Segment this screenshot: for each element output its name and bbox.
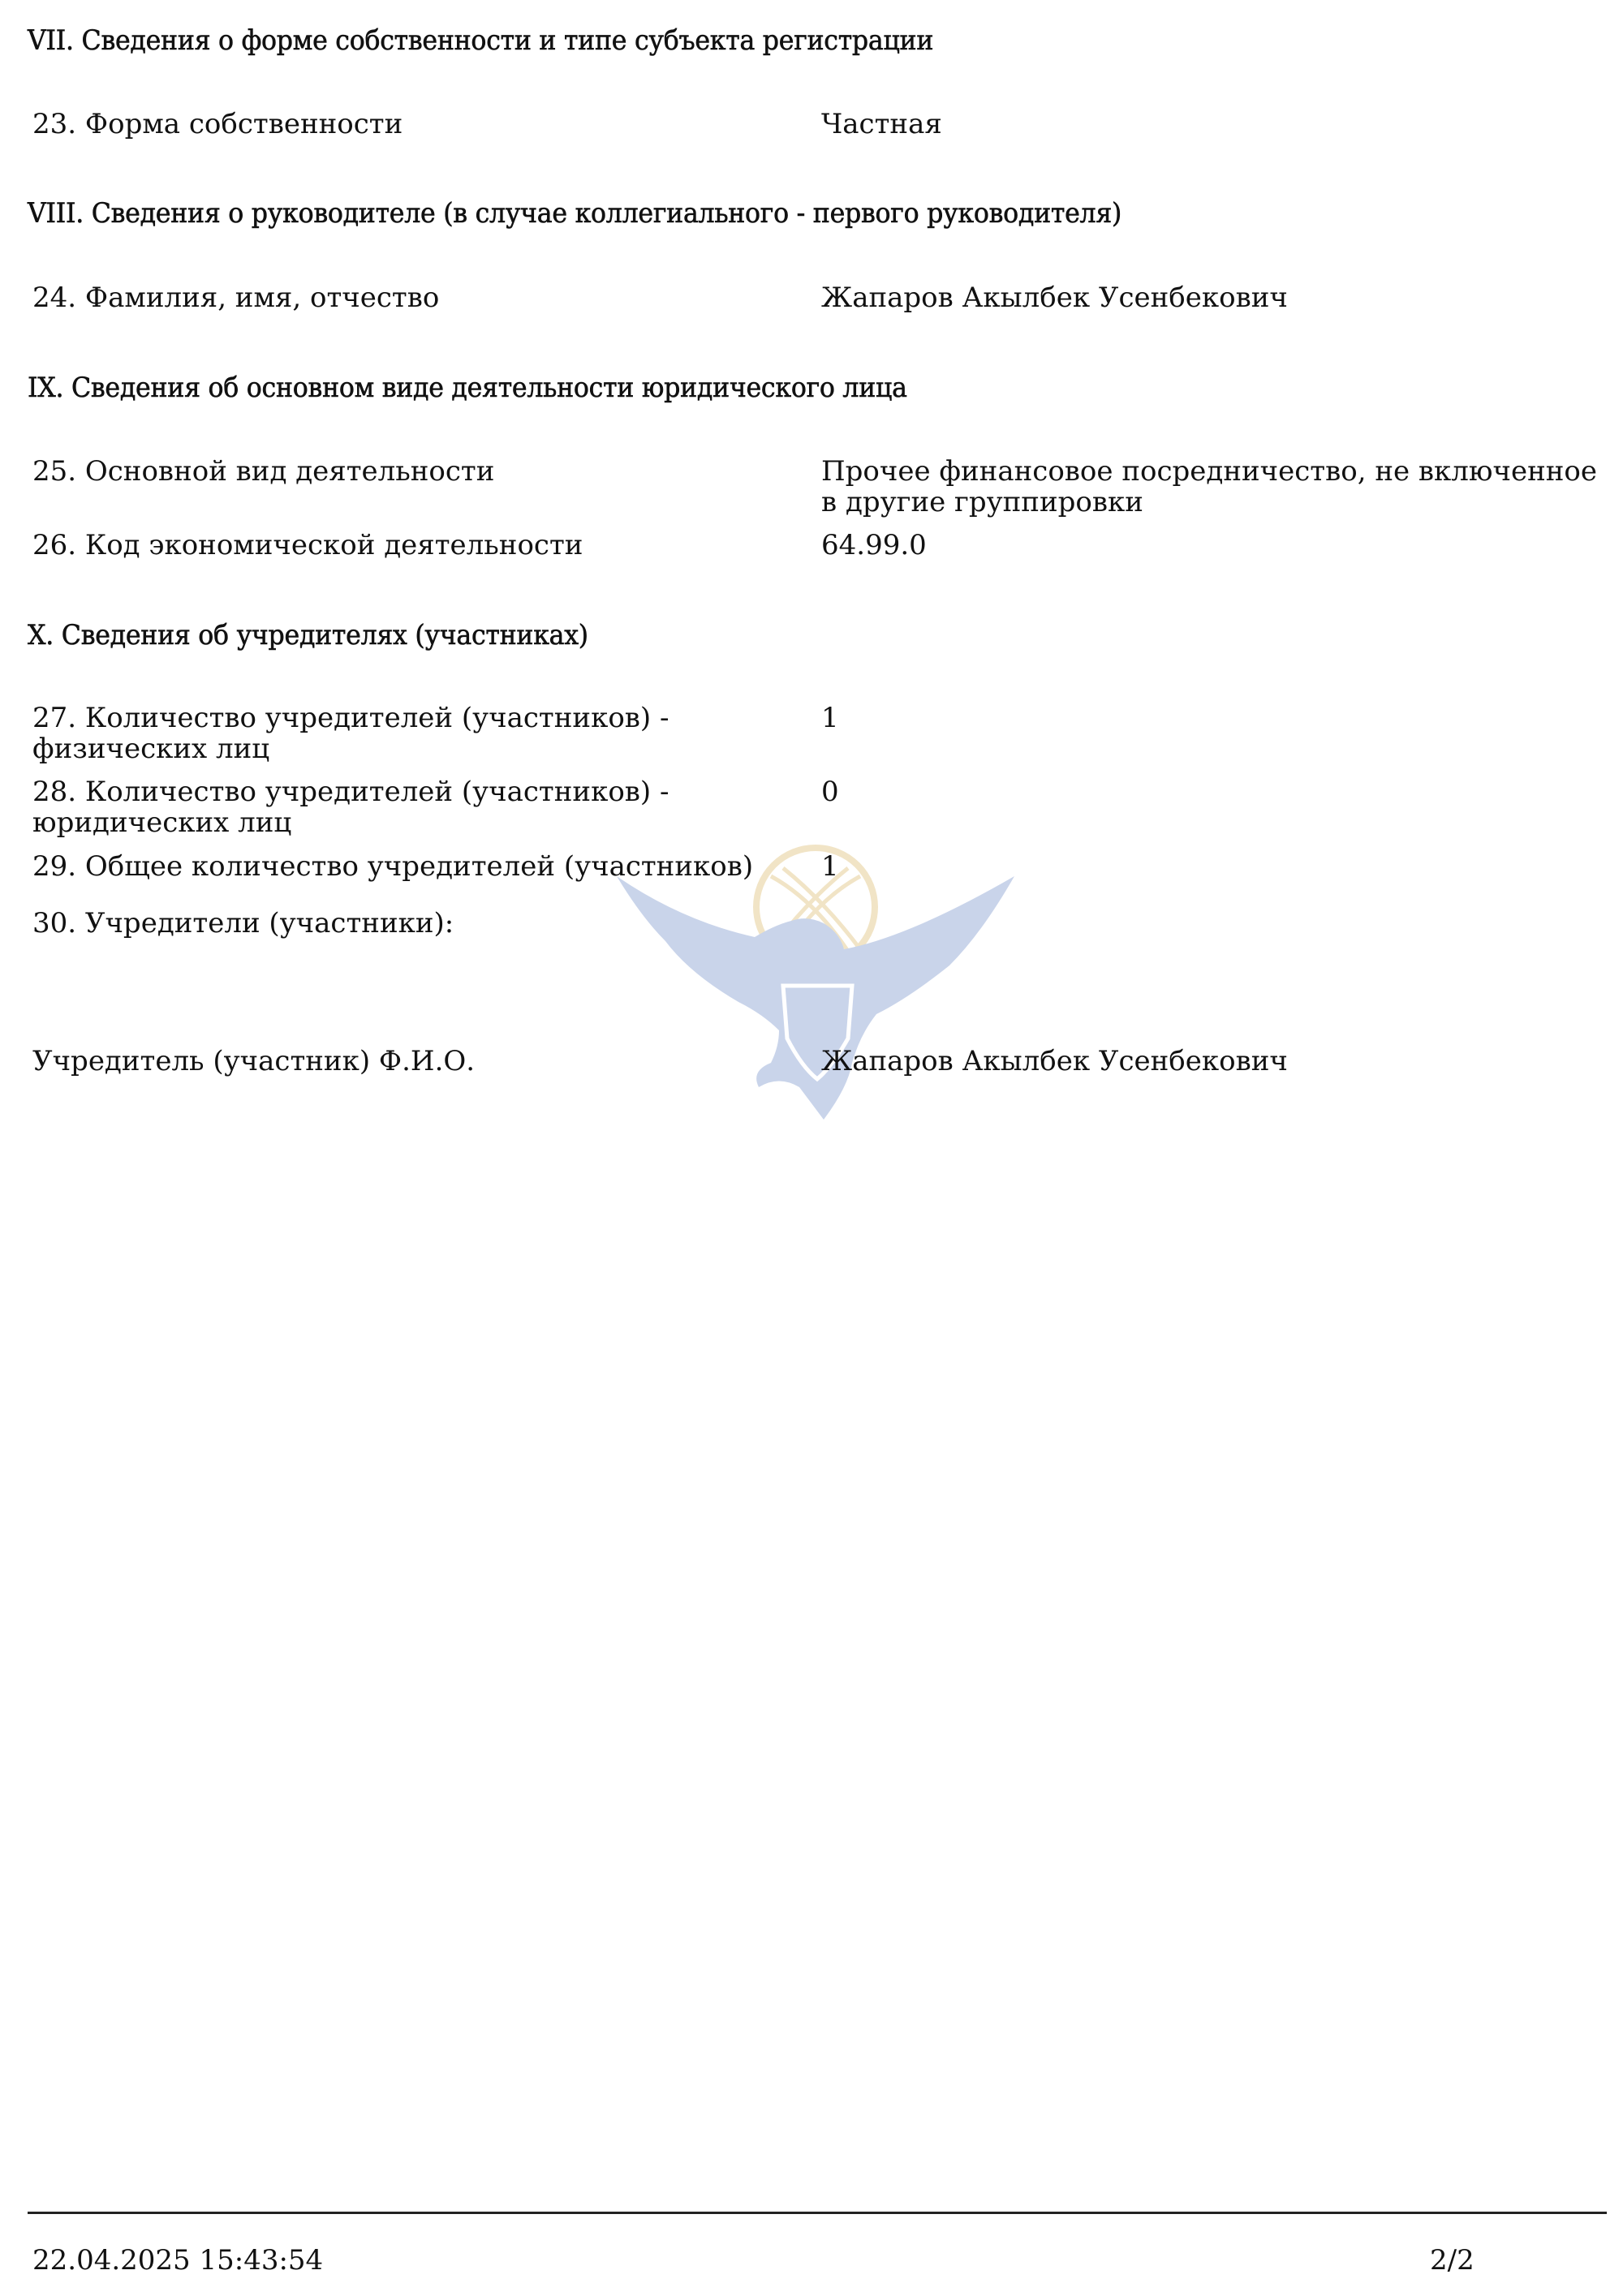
field-label-total-founders: 29. Общее количество учредителей (участников) <box>32 850 754 883</box>
section-heading-ownership: VII. Сведения о форме собственности и типе субъекта регистрации <box>28 24 934 57</box>
field-value-legal-founders: 0 <box>821 776 839 808</box>
field-label-activity-code: 26. Код экономической деятельности <box>32 529 583 561</box>
page-number: 2/2 <box>1430 2244 1474 2277</box>
field-label-founders-list: 30. Учредители (участники): <box>32 907 454 939</box>
section-heading-founders: X. Сведения об учредителях (участниках) <box>28 619 588 651</box>
field-value-individual-founders: 1 <box>821 702 839 734</box>
field-value-ownership-form: Частная <box>821 108 942 140</box>
field-value-total-founders: 1 <box>821 850 839 883</box>
field-label-legal-founders: 28. Количество учредителей (участников) - юридических лиц <box>32 776 669 839</box>
field-value-activity-code: 64.99.0 <box>821 529 927 561</box>
field-label-main-activity: 25. Основной вид деятельности <box>32 455 495 488</box>
footer-divider <box>28 2212 1607 2214</box>
section-heading-director: VIII. Сведения о руководителе (в случае коллегиального - первого руководителя) <box>28 197 1122 230</box>
eagle-emblem-icon <box>617 844 1014 1128</box>
field-label-founder-name: Учредитель (участник) Ф.И.О. <box>32 1045 476 1077</box>
section-heading-activity: IX. Сведения об основном виде деятельности юридического лица <box>28 372 907 404</box>
field-label-ownership-form: 23. Форма собственности <box>32 108 403 140</box>
field-value-main-activity: Прочее финансовое посредничество, не включенное в другие группировки <box>821 455 1598 518</box>
field-value-director-name: Жапаров Акылбек Усенбекович <box>821 282 1288 314</box>
field-label-director-name: 24. Фамилия, имя, отчество <box>32 282 440 314</box>
field-label-individual-founders: 27. Количество учредителей (участников) - физических лиц <box>32 702 669 765</box>
footer-timestamp: 22.04.2025 15:43:54 <box>32 2244 324 2277</box>
field-value-founder-name: Жапаров Акылбек Усенбекович <box>821 1045 1288 1077</box>
